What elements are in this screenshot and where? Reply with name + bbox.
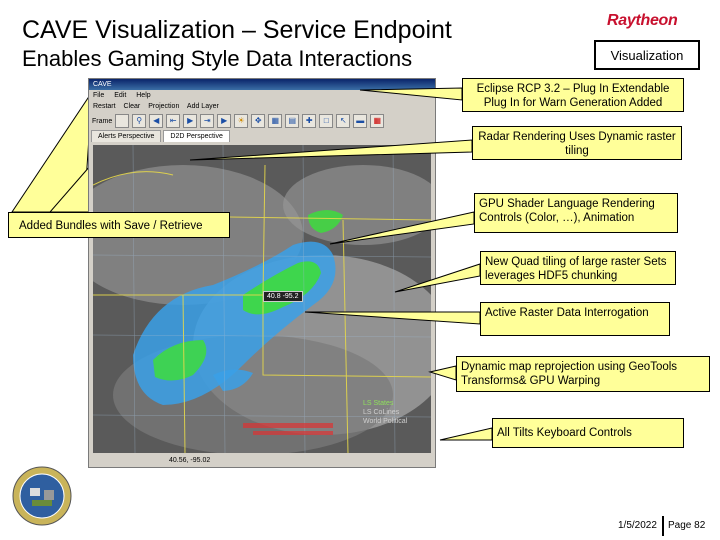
callout-gpu: GPU Shader Language Rendering Controls (Color, …), Animation	[474, 193, 678, 233]
callout-active: Active Raster Data Interrogation	[480, 302, 670, 336]
pointer-icon[interactable]: ↖	[336, 114, 350, 128]
map-icon[interactable]: ▦	[268, 114, 282, 128]
callout-tilts: All Tilts Keyboard Controls	[492, 418, 684, 448]
status-bar: 40.56, -95.02	[89, 455, 435, 467]
bundles-pointer	[12, 92, 92, 212]
agency-seal-logo	[12, 466, 72, 526]
tab-alerts-perspective[interactable]: Alerts Perspective	[91, 130, 161, 142]
menu-file[interactable]: File	[93, 92, 105, 99]
frame-label: Frame	[92, 117, 113, 125]
tab-d2d-perspective[interactable]: D2D Perspective	[163, 130, 230, 142]
zoom-icon[interactable]: ⚲	[132, 114, 146, 128]
legend-ls-colines: LS CoLines	[363, 409, 400, 416]
menu-edit[interactable]: Edit	[114, 92, 127, 99]
frame-field[interactable]	[115, 114, 129, 128]
legend-ls-states: LS States	[363, 400, 394, 407]
play-icon[interactable]: ▶	[183, 114, 197, 128]
select-icon[interactable]: □	[319, 114, 333, 128]
callout-eclipse: Eclipse RCP 3.2 – Plug In Extendable Plug In for Warn Generation Added	[462, 78, 684, 112]
icon-toolbar	[89, 112, 435, 130]
callout-radar: Radar Rendering Uses Dynamic raster tiling	[472, 126, 682, 160]
callout-reproj: Dynamic map reprojection using GeoTools Transforms& GPU Warping	[456, 356, 710, 392]
map-display[interactable]	[93, 145, 431, 453]
first-frame-icon[interactable]: ⇤	[166, 114, 180, 128]
ruler-icon[interactable]: ▬	[353, 114, 367, 128]
perspective-tabs	[89, 130, 435, 142]
action-toolbar	[89, 101, 435, 112]
next-frame-icon[interactable]: ▶	[217, 114, 231, 128]
restart-button[interactable]: Restart	[93, 103, 116, 110]
legend-world-political: World Political	[363, 418, 408, 425]
footer-date: 1/5/2022	[618, 520, 657, 531]
clear-button[interactable]: Clear	[123, 103, 141, 110]
add-layer-button[interactable]: Add Layer	[186, 103, 219, 110]
slide-subtitle: Enables Gaming Style Data Interactions	[22, 46, 413, 71]
footer-separator	[662, 516, 664, 536]
slide-title: CAVE Visualization – Service Endpoint	[22, 16, 452, 44]
grid-icon[interactable]: ▦	[370, 114, 384, 128]
pan-icon[interactable]: ✥	[251, 114, 265, 128]
probe-readout: 40.8 -95.2	[263, 291, 303, 302]
callout-quad: New Quad tiling of large raster Sets leverages HDF5 chunking	[480, 251, 676, 285]
sun-icon[interactable]: ☀	[234, 114, 248, 128]
probe-icon[interactable]: ✚	[302, 114, 316, 128]
visualization-tag: Visualization	[594, 40, 700, 70]
prev-frame-icon[interactable]: ◀	[149, 114, 163, 128]
last-frame-icon[interactable]: ⇥	[200, 114, 214, 128]
projection-button[interactable]: Projection	[148, 103, 180, 110]
menu-help[interactable]: Help	[136, 92, 151, 99]
footer-page-number: Page 82	[668, 520, 706, 531]
callout-bundles: Added Bundles with Save / Retrieve	[8, 212, 230, 238]
cave-app-window	[88, 78, 436, 468]
raytheon-logo: Raytheon	[607, 12, 678, 29]
menu-bar	[89, 90, 435, 101]
map-legend	[363, 399, 407, 426]
window-titlebar: CAVE	[89, 79, 435, 90]
layers-icon[interactable]: ▤	[285, 114, 299, 128]
